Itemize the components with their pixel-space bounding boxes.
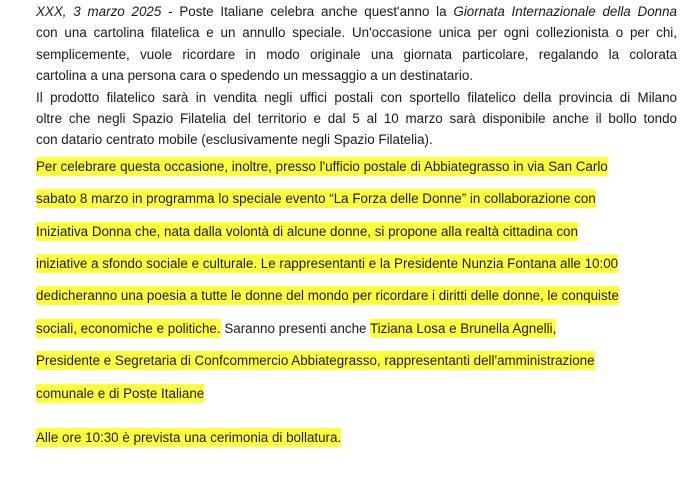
intro-line-2: con una cartolina filatelica e un annullo speciale. Un'occasione unica per ogni collezionista o per chi, [36,25,677,41]
intro-line-7: con datario centrato mobile (esclusivamente negli Spazio Filatelia). [36,132,433,148]
event-line-8: comunale e di Poste Italiane [36,385,205,401]
ceremony-paragraph [36,422,688,454]
event-line-6: sociali, economiche e politiche. Saranno presenti anche Tiziana Losa e Brunella Agnelli, [36,320,557,336]
dateline: XXX, 3 marzo 2025 [36,4,162,19]
intro-line-4: cartolina a una persona cara o spedendo un messaggio a un destinatario. [36,68,473,84]
event-line-5: dedicheranno una poesia a tutte le donne del mondo per ricordare i diritti delle donne, le conquiste [36,288,619,304]
event-line-4: iniziative a sfondo sociale e culturale. Le rappresentanti e la Presidente Nunzia Fontana alle 10:00 [36,256,619,272]
ceremony-line: Alle ore 10:30 è prevista una cerimonia di bollatura. [36,429,342,445]
intro-line-1: XXX, 3 marzo 2025 - Poste Italiane celebra anche quest'anno la Giornata Internazionale della Donna [36,4,677,19]
event-line-3: Iniziativa Donna che, nata dalla volontà di alcune donne, si propone alla realtà cittadina con [36,223,578,239]
intro-line-5: Il prodotto filatelico sarà in vendita negli uffici postali con sportello filatelico della provincia di Milano [36,89,677,105]
event-line-1: Per celebrare questa occasione, inoltre, presso l'ufficio postale di Abbiategrasso in via San Carlo [36,158,608,174]
intro-paragraph [36,0,688,151]
intro-line-6: oltre che negli Spazio Filatelia del territorio e dal 5 al 10 marzo sarà disponibile anche il bollo tondo [36,111,677,127]
event-name: Giornata Internazionale della Donna [453,4,677,19]
event-paragraph [36,151,688,410]
event-line-2: sabato 8 marzo in programma lo speciale evento “La Forza delle Donne” in collaborazione con [36,191,596,207]
event-line-7: Presidente e Segretaria di Confcommercio Abbiategrasso, rappresentanti dell'amministrazione [36,353,595,369]
intro-line-3: semplicemente, vuole ricordare in modo originale una giornata particolare, regalando la colorata [36,46,677,62]
document-body [36,0,688,454]
paragraph-gap [36,410,688,422]
